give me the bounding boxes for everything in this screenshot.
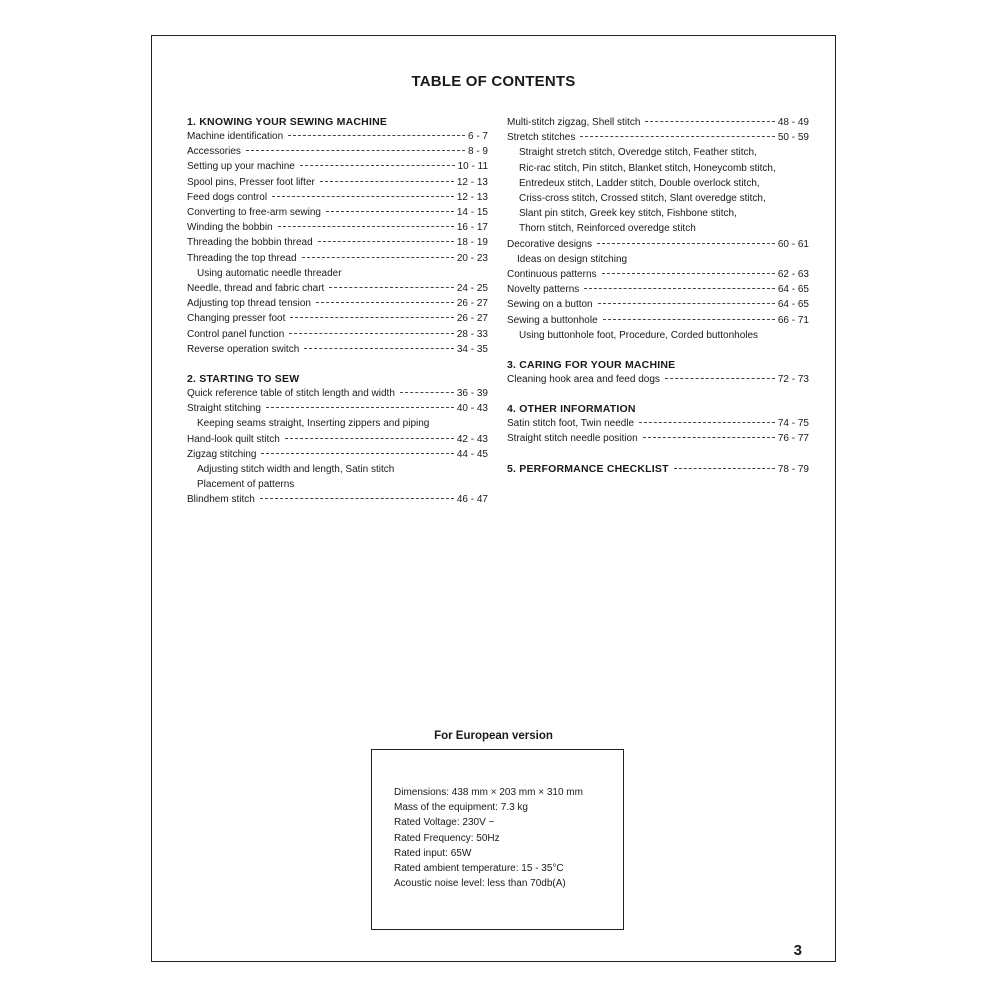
entry-label: Continuous patterns (507, 269, 597, 281)
toc-section (507, 402, 809, 446)
dotted-leader (329, 287, 454, 288)
entry-label: Winding the bobbin (187, 222, 273, 234)
entry-label: Threading the bobbin thread (187, 237, 313, 249)
entry-pages: 66 - 71 (777, 314, 809, 326)
dotted-leader (597, 243, 775, 244)
entry-label: Cleaning hook area and feed dogs (507, 374, 660, 386)
section-title: 2. STARTING TO SEW (187, 373, 300, 386)
toc-entry (507, 130, 809, 145)
entry-label: Sewing a buttonhole (507, 314, 598, 326)
toc-subentry: Using automatic needle threader (197, 267, 342, 279)
entry-pages: 64 - 65 (777, 284, 809, 296)
entry-pages: 12 - 13 (456, 176, 488, 188)
dotted-leader (316, 302, 454, 303)
entry-pages: 6 - 7 (467, 131, 488, 142)
entry-label: Decorative designs (507, 238, 593, 250)
entry-pages: 50 - 59 (777, 132, 809, 144)
entry-pages: 60 - 61 (777, 238, 809, 250)
dotted-leader (639, 422, 775, 423)
toc-subentry: Placement of patterns (197, 479, 295, 491)
toc-entry (187, 175, 488, 190)
entry-label: Straight stitch needle position (507, 433, 638, 445)
spec-line: Rated input: 65W (394, 847, 472, 859)
dotted-leader (290, 317, 453, 318)
toc-entry (187, 251, 488, 266)
page-title: TABLE OF CONTENTS (411, 73, 576, 90)
dotted-leader (246, 150, 465, 151)
entry-label: 5. PERFORMANCE CHECKLIST (507, 462, 669, 475)
toc-subentry: Straight stretch stitch, Overedge stitch, Feather stitch, (519, 147, 757, 159)
entry-pages: 28 - 33 (456, 328, 488, 340)
toc-entry (507, 372, 809, 387)
spec-line: Acoustic noise level: less than 70db(A) (394, 878, 566, 890)
toc-entry (187, 401, 488, 416)
entry-label: Needle, thread and fabric chart (187, 283, 325, 295)
spec-line: Dimensions: 438 mm × 203 mm × 310 mm (394, 787, 583, 798)
entry-pages: 46 - 47 (456, 494, 488, 506)
dotted-leader (326, 211, 454, 212)
entry-label: Machine identification (187, 131, 284, 142)
toc-heading-entry (507, 462, 809, 477)
toc-entry (187, 311, 488, 326)
dotted-leader (580, 136, 775, 137)
toc-entry (507, 237, 809, 252)
entry-label: Converting to free-arm sewing (187, 207, 321, 219)
spec-line: Rated Voltage: 230V ~ (394, 817, 495, 829)
toc-entry (187, 492, 488, 507)
entry-label: Novelty patterns (507, 284, 580, 296)
entry-pages: 8 - 9 (467, 146, 488, 158)
dotted-leader (261, 453, 453, 454)
toc-entry (507, 431, 809, 446)
toc-entry (187, 159, 488, 174)
toc-entry (187, 281, 488, 296)
entry-label: Adjusting top thread tension (187, 298, 311, 310)
dotted-leader (584, 288, 775, 289)
entry-pages: 78 - 79 (777, 463, 809, 475)
entry-pages: 36 - 39 (456, 388, 488, 400)
entry-label: Quick reference table of stitch length and width (187, 388, 395, 400)
toc-entry (187, 386, 488, 401)
entry-label: Spool pins, Presser foot lifter (187, 176, 315, 188)
entry-label: Multi-stitch zigzag, Shell stitch (507, 117, 641, 128)
section-title: 4. OTHER INFORMATION (507, 403, 636, 416)
toc-subentry: Keeping seams straight, Inserting zippers and piping (197, 418, 430, 430)
toc-section (187, 372, 488, 508)
toc-entry (507, 297, 809, 312)
dotted-leader (318, 241, 454, 242)
entry-label: Satin stitch foot, Twin needle (507, 418, 635, 430)
toc-entry (187, 220, 488, 235)
section-title: 3. CARING FOR YOUR MACHINE (507, 359, 676, 372)
toc-subentry: Ric-rac stitch, Pin stitch, Blanket stitch, Honeycomb stitch, (519, 162, 776, 174)
manual-page (151, 35, 836, 962)
dotted-leader (304, 348, 454, 349)
toc-subentry: Criss-cross stitch, Crossed stitch, Slant overedge stitch, (519, 193, 766, 205)
toc-subentry: Adjusting stitch width and length, Satin stitch (197, 464, 395, 476)
dotted-leader (300, 165, 455, 166)
entry-pages: 42 - 43 (456, 433, 488, 445)
dotted-leader (289, 333, 454, 334)
dotted-leader (400, 392, 454, 393)
dotted-leader (260, 498, 454, 499)
toc-entry (187, 129, 488, 144)
entry-pages: 26 - 27 (456, 298, 488, 310)
dotted-leader (278, 226, 454, 227)
toc-section (187, 115, 488, 357)
dotted-leader (266, 407, 454, 408)
entry-pages: 72 - 73 (777, 374, 809, 386)
toc-entry (507, 313, 809, 328)
european-version-title: For European version (434, 730, 553, 742)
entry-label: Feed dogs control (187, 191, 268, 203)
entry-pages: 34 - 35 (456, 343, 488, 355)
toc-entry (187, 235, 488, 250)
entry-label: Control panel function (187, 328, 285, 340)
european-specs-box (371, 749, 624, 930)
dotted-leader (674, 468, 775, 469)
dotted-leader (272, 196, 454, 197)
toc-entry (187, 432, 488, 447)
toc-left-column (187, 115, 488, 523)
section-title: 1. KNOWING YOUR SEWING MACHINE (187, 116, 388, 128)
entry-label: Setting up your machine (187, 161, 295, 173)
entry-label: Sewing on a button (507, 299, 593, 311)
toc-entry (187, 327, 488, 342)
page-number: 3 (793, 942, 802, 959)
entry-pages: 24 - 25 (456, 283, 488, 295)
toc-subentry: Entredeux stitch, Ladder stitch, Double overlock stitch, (519, 177, 760, 189)
entry-pages: 64 - 65 (777, 299, 809, 311)
entry-label: Zigzag stitching (187, 448, 257, 460)
toc-right-column (507, 115, 809, 492)
entry-pages: 10 - 11 (457, 161, 488, 173)
entry-label: Reverse operation switch (187, 343, 300, 355)
toc-entry (187, 144, 488, 159)
toc-entry (507, 416, 809, 431)
toc-entry (507, 282, 809, 297)
entry-label: Stretch stitches (507, 132, 576, 144)
entry-pages: 44 - 45 (456, 448, 488, 460)
toc-entry (187, 296, 488, 311)
toc-entry (507, 267, 809, 282)
entry-label: Hand-look quilt stitch (187, 433, 280, 445)
toc-entry (187, 342, 488, 357)
toc-entry (187, 447, 488, 462)
toc-subentry: Ideas on design stitching (517, 253, 628, 265)
entry-pages: 62 - 63 (777, 269, 809, 281)
entry-pages: 20 - 23 (456, 252, 488, 264)
dotted-leader (302, 257, 454, 258)
toc-subentry: Slant pin stitch, Greek key stitch, Fishbone stitch, (519, 208, 737, 220)
dotted-leader (643, 437, 775, 438)
dotted-leader (603, 319, 775, 320)
toc-entry (187, 190, 488, 205)
dotted-leader (645, 121, 774, 122)
entry-label: Changing presser foot (187, 313, 286, 325)
entry-label: Blindhem stitch (187, 494, 255, 506)
entry-pages: 16 - 17 (456, 222, 488, 234)
toc-section (507, 462, 809, 477)
dotted-leader (288, 135, 465, 136)
dotted-leader (285, 438, 454, 439)
spec-line: Rated ambient temperature: 15 - 35°C (394, 863, 564, 875)
entry-pages: 74 - 75 (777, 418, 809, 430)
toc-subentry: Thorn stitch, Reinforced overedge stitch (519, 223, 696, 235)
entry-label: Accessories (187, 146, 241, 158)
dotted-leader (602, 273, 775, 274)
toc-entry (507, 115, 809, 130)
entry-pages: 12 - 13 (456, 191, 488, 203)
toc-subentry: Using buttonhole foot, Procedure, Corded buttonholes (519, 329, 759, 341)
dotted-leader (665, 378, 775, 379)
entry-pages: 48 - 49 (777, 117, 809, 128)
toc-section (507, 358, 809, 387)
dotted-leader (320, 181, 454, 182)
entry-pages: 18 - 19 (456, 237, 488, 249)
spec-line: Rated Frequency: 50Hz (394, 832, 500, 844)
entry-pages: 14 - 15 (456, 207, 488, 219)
entry-pages: 26 - 27 (456, 313, 488, 325)
toc-entry (187, 205, 488, 220)
dotted-leader (598, 303, 775, 304)
entry-pages: 76 - 77 (777, 433, 809, 445)
entry-label: Threading the top thread (187, 252, 297, 264)
entry-label: Straight stitching (187, 403, 261, 415)
toc-section (507, 115, 809, 343)
spec-line: Mass of the equipment: 7.3 kg (394, 802, 528, 814)
entry-pages: 40 - 43 (456, 403, 488, 415)
